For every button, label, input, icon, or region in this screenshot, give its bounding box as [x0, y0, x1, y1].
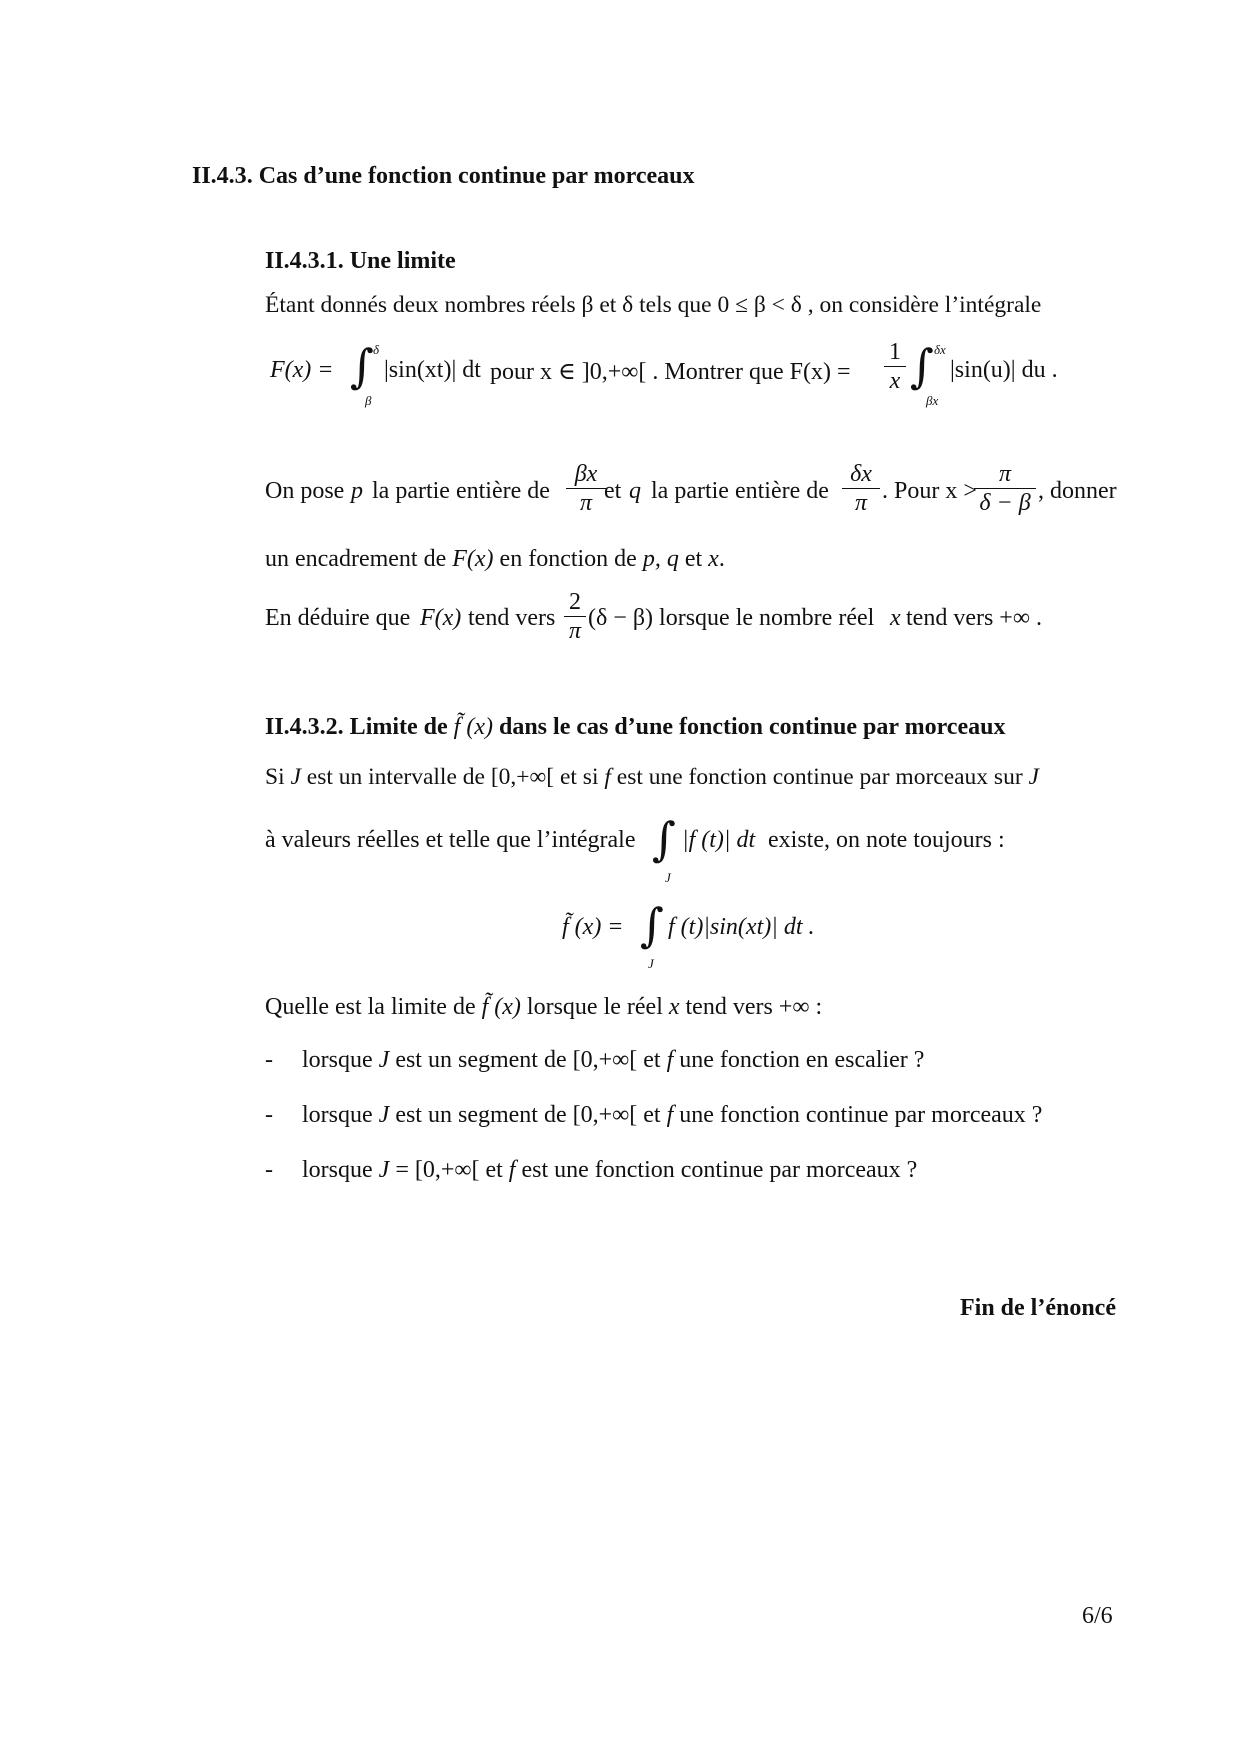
bullet-c: est une fonction continue par morceaux ?	[521, 1157, 918, 1183]
subsection-2-number-title: II.4.3.2. Limite de	[265, 714, 448, 740]
encadrement-fx: F(x)	[452, 546, 494, 572]
bullet-f: f	[666, 1047, 674, 1073]
display-lhs: f̃ (x) =	[562, 914, 624, 940]
page-number: 6/6	[1082, 1603, 1113, 1629]
deduire-fx: F(x)	[420, 605, 462, 631]
pose-part6: , donner	[1038, 478, 1117, 504]
bullet-J: J	[378, 1102, 390, 1128]
fraction-num: 2	[564, 588, 586, 617]
section-number: II.4.3	[192, 163, 247, 189]
fraction-beta-x-over-pi	[566, 460, 606, 517]
bullet-b: est un segment de [0,+∞[ et	[395, 1047, 661, 1073]
integral-sign-1: ∫	[350, 339, 374, 393]
bullet-J: J	[378, 1047, 390, 1073]
formula-lhs: F(x) =	[270, 357, 334, 383]
integral-sign-4: ∫	[640, 898, 664, 952]
encadrement-x: x	[708, 546, 719, 572]
subsection-1-title: . Une limite	[337, 248, 456, 274]
line1-text-c: est une fonction continue par morceaux sur	[616, 764, 1023, 790]
integral-2-upper: δx	[934, 342, 946, 357]
bullet-f: f	[508, 1157, 516, 1183]
fraction-den: π	[579, 490, 593, 516]
line1-text-b: est un intervalle de [0,+∞[ et si	[306, 764, 599, 790]
subsection-1-number: II.4.3.1	[265, 248, 338, 274]
integral-1-lower: β	[365, 393, 372, 408]
line1-J2: J	[1028, 764, 1039, 790]
display-integrand: f (t)|sin(xt)| dt .	[668, 914, 815, 940]
pose-q: q	[629, 478, 641, 504]
question-text-b: lorsque le réel	[526, 994, 663, 1020]
bullet-f: f	[666, 1102, 674, 1128]
deduire-text-a: En déduire que	[265, 605, 411, 631]
sub1-line1: Étant donnés deux nombres réels β et δ tels que 0 ≤ β < δ , on considère l’intégrale	[265, 292, 1042, 318]
fraction-num: 1	[884, 338, 906, 367]
fraction-two-over-pi	[564, 588, 586, 645]
integral-sign-2: ∫	[910, 339, 934, 393]
bullet-dash: -	[265, 1157, 273, 1183]
question-text-a: Quelle est la limite de	[265, 994, 476, 1020]
pose-part2: la partie entière de	[372, 478, 550, 504]
deduire-text-c: (δ − β) lorsque le nombre réel	[588, 605, 875, 631]
bullet-c: une fonction continue par morceaux ?	[679, 1102, 1043, 1128]
subsection-2-title-rest: dans le cas d’une fonction continue par morceaux	[498, 714, 1006, 740]
deduire-text-d: tend vers +∞ .	[906, 605, 1042, 631]
formula-pour: pour x ∈ ]0,+∞[ . Montrer que F(x) =	[490, 359, 851, 385]
encadrement-text-b: en fonction de	[499, 546, 637, 572]
bullet-c: une fonction en escalier ?	[679, 1047, 925, 1073]
subsection-2-ftilde: f̃ (x)	[453, 714, 493, 740]
pose-part5: . Pour x >	[882, 478, 977, 504]
bullet-a: lorsque	[302, 1102, 373, 1128]
deduire-text-b: tend vers	[468, 605, 556, 631]
bullet-a: lorsque	[302, 1157, 373, 1183]
bullet-dash: -	[265, 1047, 273, 1073]
encadrement-text-d: .	[718, 546, 725, 572]
encadrement-text-a: un encadrement de	[265, 546, 447, 572]
encadrement-vars: p, q	[642, 546, 679, 572]
subsection-2-heading	[265, 714, 1005, 741]
section-title: . Cas d’une fonction continue par morceaux	[246, 163, 695, 189]
integral-sign-3: ∫	[652, 812, 676, 866]
section-heading	[192, 163, 694, 190]
fraction-pi-over-delta-minus-beta	[974, 460, 1036, 517]
bullet-b: = [0,+∞[ et	[395, 1157, 503, 1183]
pose-p: p	[351, 478, 363, 504]
fraction-num: δx	[842, 460, 880, 489]
question-text-c: tend vers +∞ :	[685, 994, 823, 1020]
bullet-text	[302, 1047, 924, 1074]
bullet-a: lorsque	[302, 1047, 373, 1073]
line1-f: f	[604, 764, 611, 790]
fraction-den: δ − β	[979, 490, 1031, 516]
fraction-den: π	[568, 618, 582, 644]
integral-4-sub: J	[648, 956, 654, 971]
question-ftilde: f̃ (x)	[481, 994, 521, 1020]
bullet-text	[302, 1157, 917, 1184]
bullet-b: est un segment de [0,+∞[ et	[395, 1102, 661, 1128]
bullet-text	[302, 1102, 1042, 1129]
fraction-delta-x-over-pi	[842, 460, 880, 517]
line2-text-b: existe, on note toujours :	[768, 827, 1005, 853]
encadrement-text-c: et	[684, 546, 703, 572]
fraction-num: βx	[566, 460, 606, 489]
fraction-den: π	[854, 490, 868, 516]
deduire-x: x	[890, 605, 901, 631]
end-of-statement: Fin de l’énoncé	[960, 1295, 1116, 1321]
pose-part1: On pose	[265, 478, 345, 504]
integrand-1: |sin(xt)| dt	[384, 357, 481, 383]
bullet-J: J	[378, 1157, 390, 1183]
line2-integrand: |f (t)| dt	[682, 827, 756, 853]
integral-2-lower: βx	[926, 393, 939, 408]
sub1-encadrement-line	[265, 546, 725, 573]
line1-J: J	[290, 764, 301, 790]
fraction-num: π	[974, 460, 1036, 489]
pose-part4: la partie entière de	[651, 478, 829, 504]
line2-text-a: à valeurs réelles et telle que l’intégrale	[265, 827, 636, 853]
integral-1-upper: δ	[373, 342, 380, 357]
question-x: x	[668, 994, 680, 1020]
pose-part3: et	[604, 478, 622, 504]
sub2-line1	[265, 764, 1039, 791]
sub2-question	[265, 994, 822, 1021]
integrand-2: |sin(u)| du .	[950, 357, 1058, 383]
fraction-one-over-x	[884, 338, 906, 395]
fraction-den: x	[889, 368, 901, 394]
bullet-dash: -	[265, 1102, 273, 1128]
subsection-1-heading	[265, 248, 456, 275]
integral-3-sub: J	[665, 870, 671, 885]
line1-text-a: Si	[265, 764, 285, 790]
